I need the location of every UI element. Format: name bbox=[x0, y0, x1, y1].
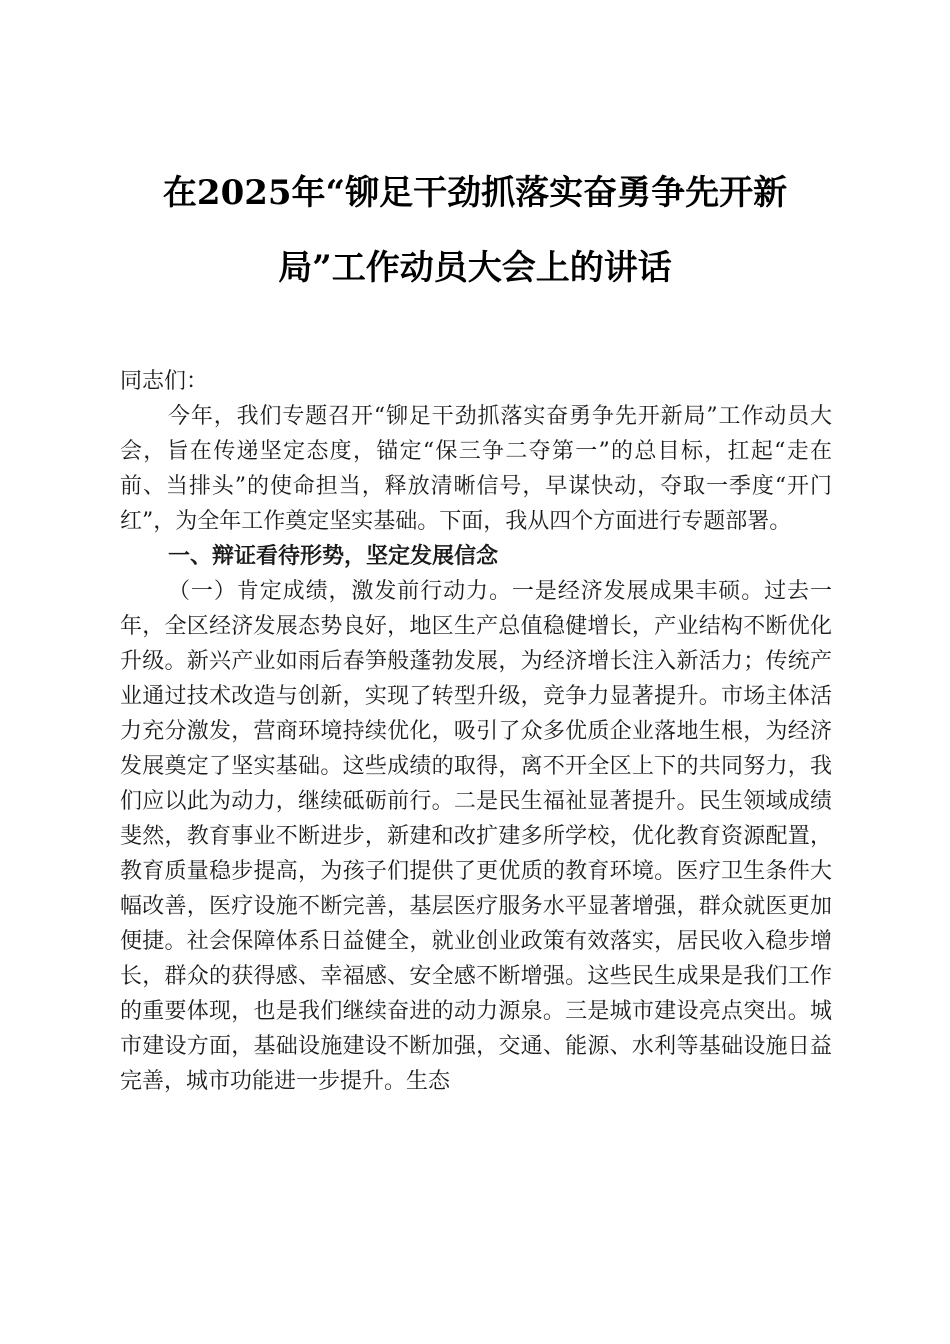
document-body bbox=[120, 364, 832, 1099]
salutation: 同志们： bbox=[120, 369, 209, 394]
document-title bbox=[120, 156, 830, 306]
subsection-label: （一）肯定成绩，激发前行动力。 bbox=[168, 579, 512, 604]
subsection-text: 一是经济发展成果丰硕。过去一年，全区经济发展态势良好，地区生产总值稳健增长，产业结构不断优化升级。新兴产业如雨后春笋般蓬勃发展，为经济增长注入新活力；传统产业通过技术改造与创新，实现了转型升级，竞争力显著提升。市场主体活力充分激发，营商环境持续优化，吸引了众多优质企业落地生根，为经济发展奠定了坚实基础。这些成绩的取得，离不开全区上下的共同努力，我们应以此为动力，继续砥砺前行。二是民生福祉显著提升。民生领域成绩斐然，教育事业不断进步，新建和改扩建多所学校，优化教育资源配置，教育质量稳步提高，为孩子们提供了更优质的教育环境。医疗卫生条件大幅改善，医疗设施不断完善，基层医疗服务水平显著增强，群众就医更加便捷。社会保障体系日益健全，就业创业政策有效落实，居民收入稳步增长，群众的获得感、幸福感、安全感不断增强。这些民生成果是我们工作的重要体现，也是我们继续奋进的动力源泉。三是城市建设亮点突出。城市建设方面，基础设施建设不断加强，交通、能源、水利等基础设施日益完善，城市功能进一步提升。生态 bbox=[120, 579, 832, 1094]
intro-paragraph: 今年，我们专题召开“铆足干劲抓落实奋勇争先开新局”工作动员大会，旨在传递坚定态度，锚定“保三争二夺第一”的总目标，扛起“走在前、当排头”的使命担当，释放清晰信号，早谋快动，夺取一季度“开门红”，为全年工作奠定坚实基础。下面，我从四个方面进行专题部署。 bbox=[120, 404, 832, 534]
title-line-2: 局”工作动员大会上的讲话 bbox=[278, 248, 672, 288]
title-line-1: 在2025年“铆足干劲抓落实奋勇争先开新 bbox=[162, 173, 788, 213]
section-heading: 一、辩证看待形势，坚定发展信念 bbox=[168, 544, 499, 569]
subsection-paragraph bbox=[120, 574, 832, 1099]
